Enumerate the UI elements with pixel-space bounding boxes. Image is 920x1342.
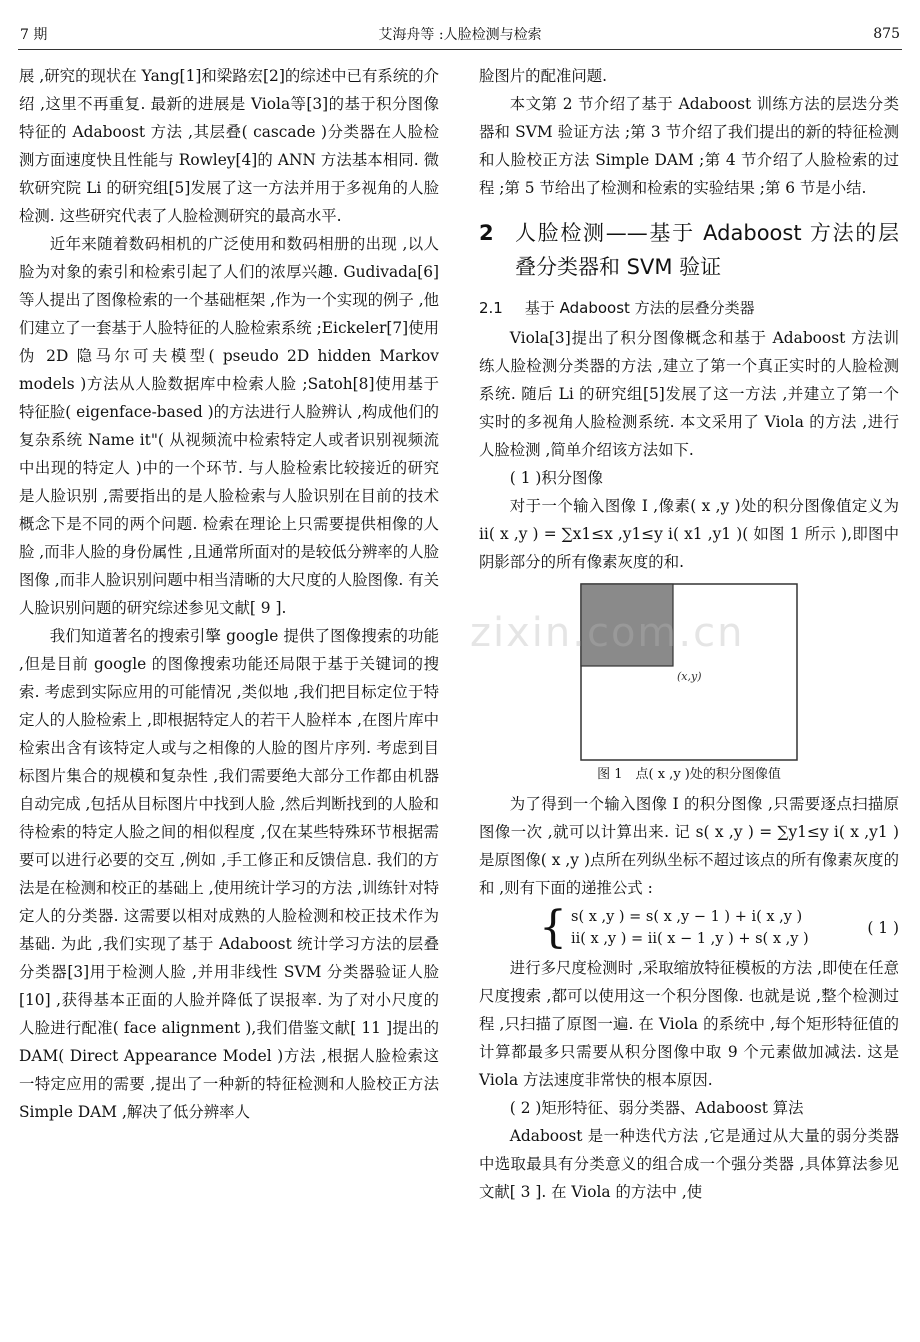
page-number: 875: [873, 26, 900, 42]
equation-number: ( 1 ): [867, 919, 899, 937]
paragraph: Adaboost 是一种迭代方法 ,它是通过从大量的弱分类器中选取最具有分类意义的组合成一个强分类器 ,具体算法参见文献[ 3 ]. 在 Viola 的方法中 ,使: [479, 1127, 899, 1201]
item-heading: ( 1 )积分图像: [509, 469, 603, 487]
figure-caption: 图 1 点( x ,y )处的积分图像值: [597, 767, 781, 782]
paragraph: 脸图片的配准问题.: [479, 67, 608, 85]
issue-number: 7 期: [20, 27, 48, 43]
paragraph: Viola[3]提出了积分图像概念和基于 Adaboost 方法训练人脸检测分类器的方法 ,建立了第一个真正实时的人脸检测系统. 随后 Li 的研究组[5]发展了这一方法 ,并建立了第一个实时的多视角人脸检测系统. 本文采用了 Viola 的方法 ,进行人脸检测 ,简单介绍该方法如下.: [479, 329, 899, 459]
watermark: zixin.com.cn: [470, 610, 745, 656]
section-title: 人脸检测——基于 Adaboost 方法的层叠分类器和 SVM 验证: [515, 221, 899, 279]
subsection-heading: [479, 294, 899, 322]
left-column: [19, 62, 439, 1126]
paragraph: 展 ,研究的现状在 Yang[1]和梁路宏[2]的综述中已有系统的介绍 ,这里不再重复. 最新的进展是 Viola等[3]的基于积分图像特征的 Adaboost 方法 ,其层叠( cascade )分类器在人脸检测方面速度快且性能与 Rowley[4]的 ANN 方法基本相同. 微软研究院 Li 的研究组[5]发展了这一方法并用于多视角的人脸检测. 这些研究代表了人脸检测研究的最高水平.: [19, 67, 439, 225]
right-column: [479, 62, 899, 1206]
formula-line: ii( x ,y ) = ii( x − 1 ,y ) + s( x ,y ): [571, 931, 809, 947]
paragraph: 近年来随着数码相机的广泛使用和数码相册的出现 ,以人脸为对象的索引和检索引起了人们的浓厚兴趣. Gudivada[6]等人提出了图像检索的一个基础框架 ,作为一个实现的例子 ,他们建立了一套基于人脸特征的人脸检索系统 ;Eickeler[7]使用伪 2D 隐马尔可夫模型( pseudo 2D hidden Markov models )方法从人脸数据库中检索人脸 ;Satoh[8]使用基于特征脸( eigenface-based )的方法进行人脸辨认 ,构成他们的复杂系统 Name it"( 从视频流中检索特定人或者识别视频流中出现的特定人 )中的一个环节. 与人脸检索比较接近的研究是人脸识别 ,需要指出的是人脸检索与人脸识别在目前的技术概念下是不同的两个问题. 检索在理论上只需要提供相像的人脸 ,而非人脸的身份属性 ,且通常所面对的是较低分辨率的人脸图像 ,而非人脸识别问题中相当清晰的大尺度的人脸图像. 有关人脸识别问题的研究综述参见文献[ 9 ].: [19, 235, 439, 617]
paragraph: 为了得到一个输入图像 I 的积分图像 ,只需要逐点扫描原图像一次 ,就可以计算出来. 记 s( x ,y ) = ∑y1≤y i( x ,y1 )是原图像( x ,y )点所在列纵坐标不超过该点的所有像素灰度的和 ,则有下面的递推公式 :: [479, 795, 899, 897]
paragraph: 对于一个输入图像 I ,像素( x ,y )处的积分图像值定义为 ii( x ,y ) = ∑x1≤x ,y1≤y i( x1 ,y1 )( 如图 1 所示 ),即图中阴影部分的所有像素灰度的和.: [479, 497, 899, 571]
formula-line: s( x ,y ) = s( x ,y − 1 ) + i( x ,y ): [571, 909, 803, 925]
subsection-number: 2.1: [479, 299, 503, 317]
running-title: 艾海舟等 :人脸检测与检索: [378, 27, 542, 43]
section-heading: [479, 216, 899, 284]
figure-1: [479, 582, 899, 788]
header-rule: [18, 49, 902, 50]
paragraph: 进行多尺度检测时 ,采取缩放特征模板的方法 ,即使在任意尺度搜索 ,都可以使用这一个积分图像. 也就是说 ,整个检测过程 ,只扫描了原图一遍. 在 Viola 的系统中 ,每个矩形特征值的计算都最多只需要从积分图像中取 9 个元素做加减法. 这是 Viola 方法速度非常快的根本原因.: [479, 959, 899, 1089]
paragraph: 本文第 2 节介绍了基于 Adaboost 训练方法的层迭分类器和 SVM 验证方法 ;第 3 节介绍了我们提出的新的特征检测和人脸校正方法 Simple DAM ;第 4 节介绍了人脸检索的过程 ;第 5 节给出了检测和检索的实验结果 ;第 6 节是小结.: [479, 95, 899, 197]
formula-brace: {: [539, 902, 567, 953]
paragraph: 我们知道著名的搜索引擎 google 提供了图像搜索的功能 ,但是目前 google 的图像搜索功能还局限于基于关键词的搜索. 考虑到实际应用的可能情况 ,类似地 ,我们把目标定位于特定人的人脸检索上 ,即根据特定人的若干人脸样本 ,在图片库中检索出含有该特定人或与之相像的人脸的图片序列. 考虑到目标图片集合的规模和复杂性 ,我们需要绝大部分工作都由机器自动完成 ,包括从目标图片中找到人脸 ,然后判断找到的人脸和待检索的特定人脸之间的相似程度 ,仅在某些特殊环节根据需要可以进行必要的交互 ,例如 ,手工修正和反馈信息. 我们的方法是在检测和校正的基础上 ,使用统计学习的方法 ,训练针对特定人的分类器. 这需要以相对成熟的人脸检测和校正技术作为基础. 为此 ,我们实现了基于 Adaboost 统计学习方法的层叠分类器[3]用于检测人脸 ,并用非线性 SVM 分类器验证人脸[10] ,获得基本正面的人脸并降低了误报率. 为了对小尺度的人脸进行配准( face alignment ),我们借鉴文献[ 11 ]提出的 DAM( Direct Appearance Model )方法 ,根据人脸检索这一特定应用的需要 ,提出了一种新的特征检测和人脸校正方法 Simple DAM ,解决了低分辨率人: [19, 627, 439, 1121]
point-label: (x,y): [677, 670, 702, 683]
item-heading: ( 2 )矩形特征、弱分类器、Adaboost 算法: [509, 1099, 804, 1117]
integral-image-diagram: [579, 582, 799, 762]
section-number: 2: [479, 221, 494, 245]
recurrence-formula: [479, 902, 899, 953]
page-header: [20, 22, 900, 46]
subsection-title: 基于 Adaboost 方法的层叠分类器: [524, 299, 755, 317]
